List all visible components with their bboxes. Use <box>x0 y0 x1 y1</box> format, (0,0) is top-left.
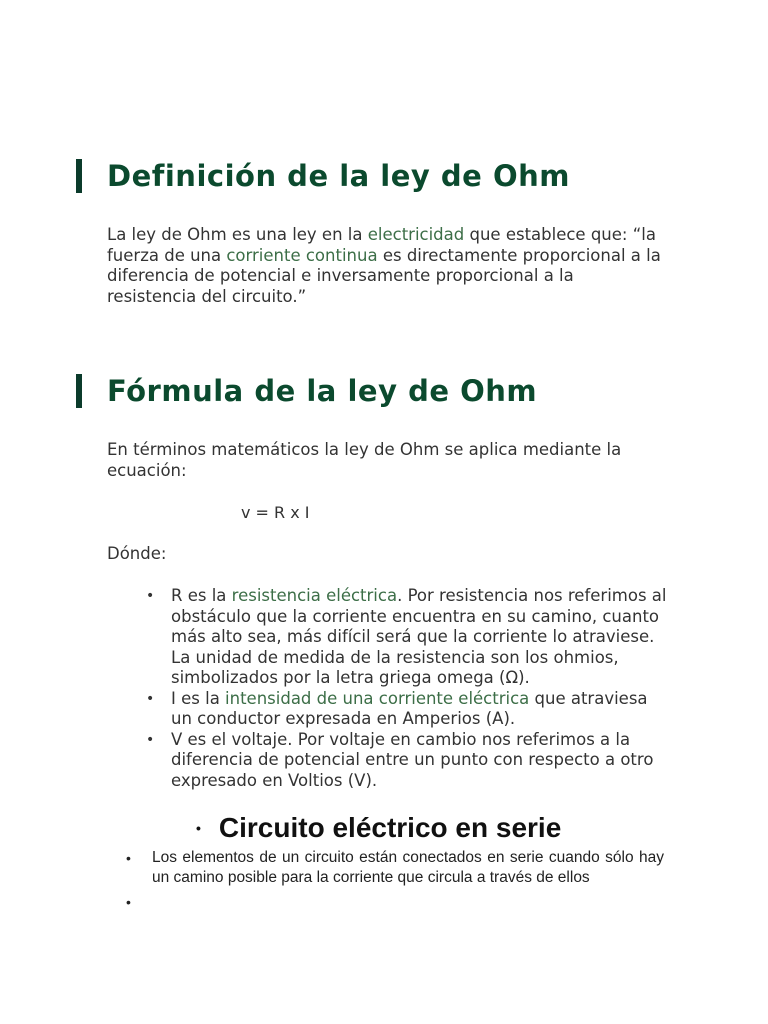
donde-label: Dónde: <box>107 544 167 563</box>
bullet-icon: • <box>146 690 155 707</box>
bullet-icon: • <box>126 850 131 866</box>
heading-formula <box>76 374 537 408</box>
ohm-formula: v = R x I <box>241 503 310 522</box>
text: que establece que: “la fuerza de una <box>107 225 656 265</box>
list-item <box>143 689 668 730</box>
link-corriente-continua[interactable]: corriente continua <box>226 245 378 265</box>
heading-bar <box>76 374 82 408</box>
link-intensidad-corriente[interactable]: intensidad de una corriente eléctrica <box>225 688 530 708</box>
heading-definicion <box>76 159 570 193</box>
heading-title: Fórmula de la ley de Ohm <box>107 374 538 408</box>
bullet-icon: • <box>196 820 201 836</box>
definicion-paragraph <box>107 225 667 307</box>
list-item <box>143 730 668 792</box>
link-electricidad[interactable]: electricidad <box>367 225 465 244</box>
text: R es la <box>171 586 232 605</box>
text: V es el voltaje. Por voltaje en cambio nos referimos a la diferencia de potencial entre un punto con respecto a otro expresado en Voltios (V). <box>171 729 654 790</box>
bullet-icon: • <box>146 731 155 748</box>
text: Los elementos de un circuito están conectados en serie cuando sólo hay un camino posible para la corriente que circula a través de ellos <box>152 849 664 886</box>
formula-intro: En términos matemáticos la ley de Ohm se aplica mediante la ecuación: <box>107 440 622 480</box>
text: . Por resistencia nos referimos al obstáculo que la corriente encuentra en su camino, cuanto más alto sea, más difícil será que la corriente lo atraviese. La unidad de medida de la resistencia son los ohmios, simbolizados por la letra griega omega (Ω). <box>171 586 667 687</box>
bullet-icon: • <box>146 588 155 604</box>
text: La ley de Ohm es una ley en la <box>107 225 368 244</box>
text: I es la <box>171 688 226 708</box>
bullet-icon: • <box>126 894 131 910</box>
serie-list <box>124 848 664 912</box>
text: es directamente proporcional a la diferencia de potencial e inversamente proporcional a la resistencia del circuito.” <box>107 245 661 306</box>
list-item <box>124 848 664 888</box>
text: que atraviesa un conductor expresada en Amperios (A). <box>171 688 648 728</box>
definitions-list <box>143 586 668 791</box>
heading-bar <box>76 159 82 193</box>
list-item <box>124 892 664 912</box>
link-resistencia-electrica[interactable]: resistencia eléctrica <box>231 586 398 605</box>
heading-title: Definición de la ley de Ohm <box>107 159 570 193</box>
heading-circuito-serie <box>196 812 561 844</box>
list-item <box>143 586 668 689</box>
heading-title: Circuito eléctrico en serie <box>218 812 562 843</box>
